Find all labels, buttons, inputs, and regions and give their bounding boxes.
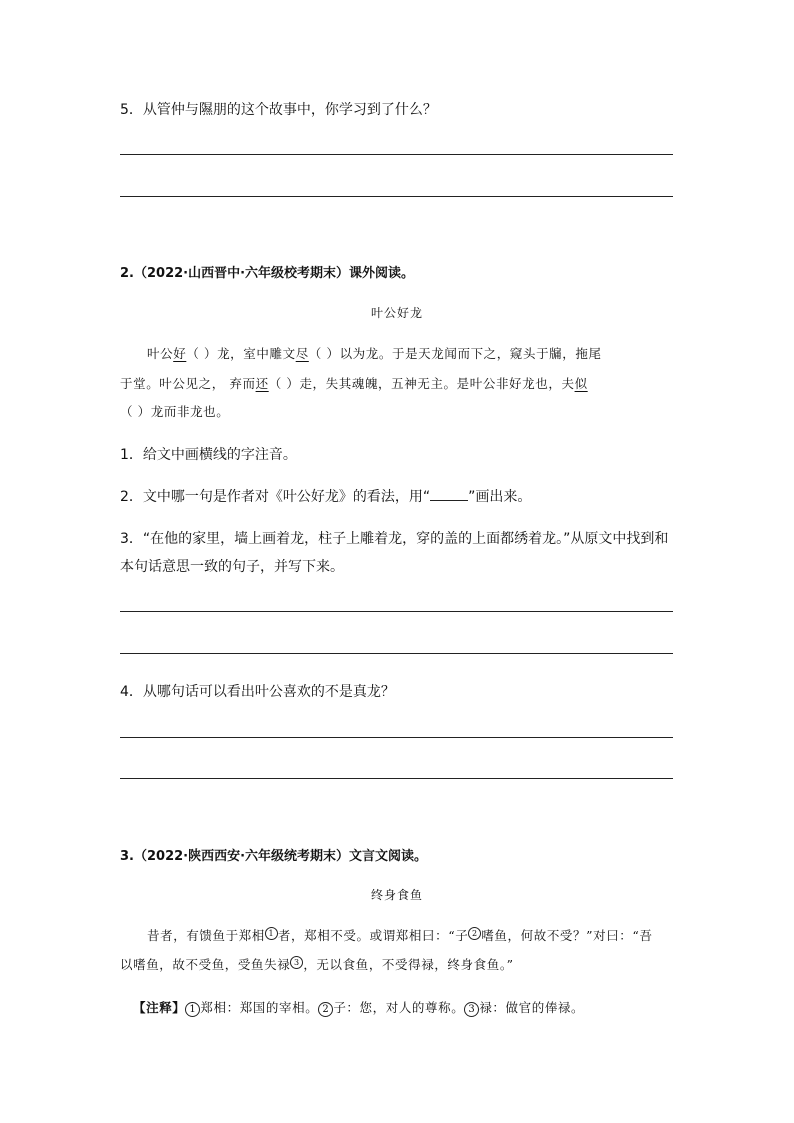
question-3-line-1: 3．“在他的家里，墙上画着龙，柱子上雕着龙，穿的盖的上面都绣着龙。”从原文中找到和: [120, 531, 669, 547]
answer-line: [120, 196, 673, 197]
question-1: 1．给文中画横线的字注音。: [120, 447, 297, 463]
blank-line: [430, 490, 468, 501]
underlined-char: 好: [173, 346, 187, 361]
passage-title-zhong-shen-shi-yu: 终身食鱼: [370, 888, 423, 902]
underlined-char: 尽: [295, 346, 309, 361]
question-3-line-2: 本句话意思一致的句子，并写下来。: [120, 559, 344, 575]
passage-line-1: 昔者，有馈鱼于郑相 1 者，郑相不受。或谓郑相曰：“子 2 嗜鱼，何故不受？”对曰：“吾: [147, 928, 653, 943]
answer-line: [120, 778, 673, 779]
section-2-heading: 2.（2022·山西晋中·六年级校考期末）课外阅读。: [120, 266, 415, 281]
answer-line: [120, 154, 673, 155]
note-number: 1: [185, 1002, 200, 1017]
note-number: 2: [318, 1002, 333, 1017]
footnote-marker: 3: [290, 956, 303, 969]
note-number: 3: [464, 1002, 479, 1017]
underlined-char: 似: [574, 376, 588, 391]
question-5-prev: 5．从管仲与隰朋的这个故事中，你学习到了什么？: [120, 102, 437, 118]
footnote-marker: 1: [265, 927, 278, 940]
annotation-notes: 【注释】 1 郑相：郑国的宰相。 2 子：您，对人的尊称。 3 禄：做官的俸禄。: [133, 1000, 585, 1015]
passage-title-ye-gong: 叶公好龙: [370, 306, 423, 320]
passage-line-2: 以嗜鱼，故不受鱼，受鱼失禄 3 ，无以食鱼，不受得禄，终身食鱼。”: [120, 957, 514, 972]
passage-line-3: （ ）龙而非龙也。: [120, 404, 230, 419]
answer-line: [120, 737, 673, 738]
answer-line: [120, 653, 673, 654]
section-3-heading: 3.（2022·陕西西安·六年级统考期末）文言文阅读。: [120, 849, 428, 864]
passage-line-2: 于堂。叶公见之， 弃而还（ ）走，失其魂魄，五神无主。是叶公非好龙也，夫似: [120, 376, 588, 391]
underlined-char: 还: [255, 376, 269, 391]
passage-line-1: 叶公好（ ）龙，室中雕文尽（ ）以为龙。于是天龙闻而下之，窥头于牖，拖尾: [147, 346, 602, 361]
footnote-marker: 2: [468, 927, 481, 940]
question-2: 2．文中哪一句是作者对《叶公好龙》的看法，用“ ”画出来。: [120, 489, 532, 505]
answer-line: [120, 611, 673, 612]
question-4: 4．从哪句话可以看出叶公喜欢的不是真龙？: [120, 684, 395, 700]
